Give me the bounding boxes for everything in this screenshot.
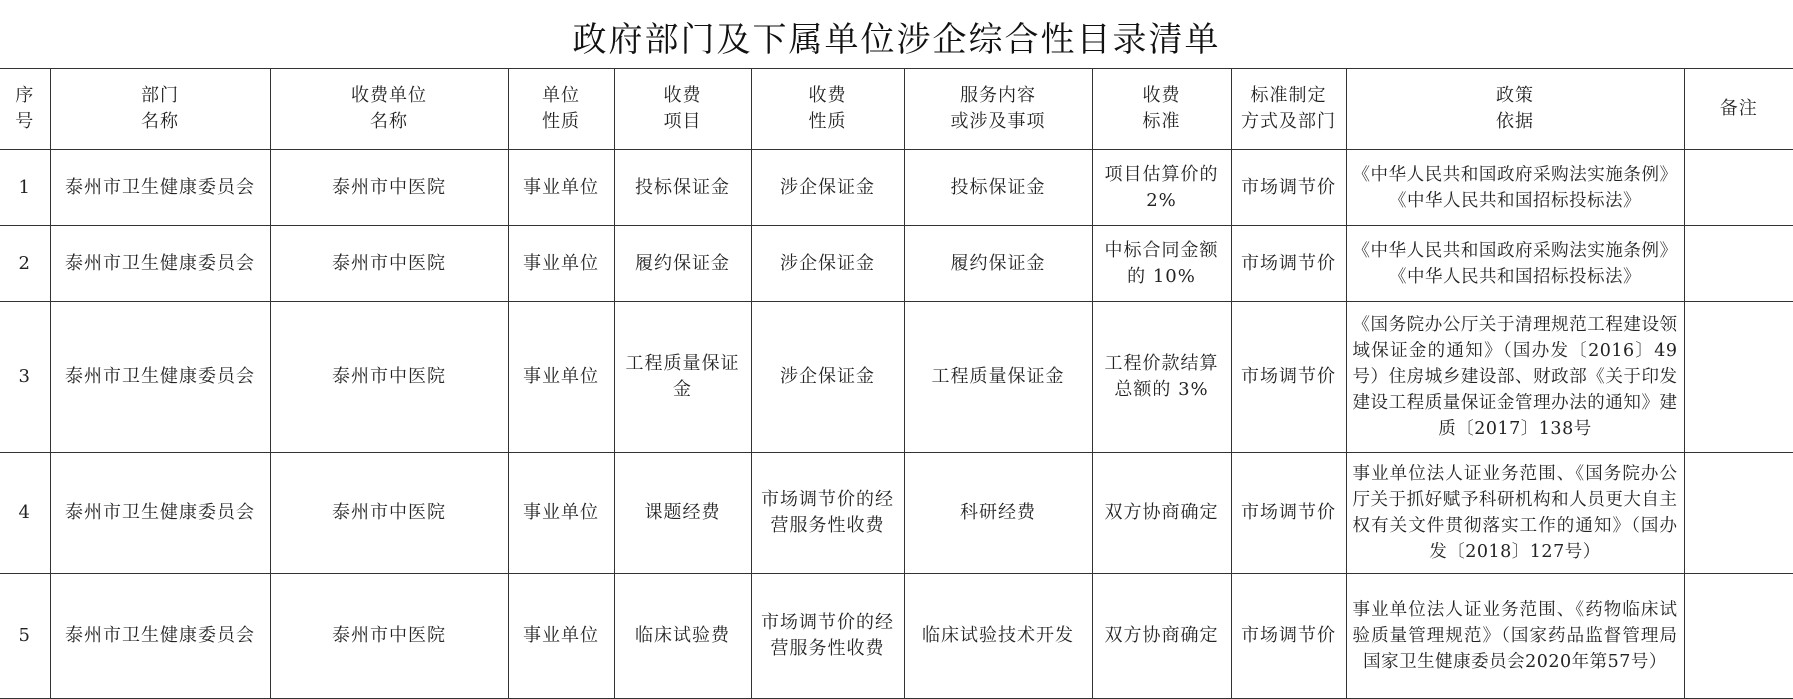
cell-remark — [1684, 302, 1793, 453]
cell-method: 市场调节价 — [1231, 150, 1346, 226]
cell-remark — [1684, 150, 1793, 226]
cell-item: 履约保证金 — [614, 226, 751, 302]
table-row — [0, 226, 1793, 302]
cell-policy: 《国务院办公厅关于清理规范工程建设领域保证金的通知》（国办发〔2016〕49号）住房城乡建设部、财政部《关于印发建设工程质量保证金管理办法的通知》建质〔2017〕138号 — [1346, 302, 1684, 453]
cell-service: 履约保证金 — [904, 226, 1092, 302]
cell-seq: 5 — [0, 574, 50, 699]
cell-policy: 事业单位法人证业务范围、《国务院办公厅关于抓好赋予科研机构和人员更大自主权有关文件贯彻落实工作的通知》（国办发〔2018〕127号） — [1346, 453, 1684, 574]
cell-unit: 泰州市中医院 — [270, 150, 508, 226]
page-title: 政府部门及下属单位涉企综合性目录清单 — [572, 20, 1221, 60]
cell-dept: 泰州市卫生健康委员会 — [50, 226, 270, 302]
header-remark: 备注 — [1684, 69, 1793, 150]
cell-item: 临床试验费 — [614, 574, 751, 699]
cell-seq: 4 — [0, 453, 50, 574]
table-row — [0, 453, 1793, 574]
cell-fee-type: 市场调节价的经营服务性收费 — [751, 574, 904, 699]
cell-seq: 3 — [0, 302, 50, 453]
cell-service: 临床试验技术开发 — [904, 574, 1092, 699]
cell-service: 工程质量保证金 — [904, 302, 1092, 453]
cell-standard: 工程价款结算总额的 3% — [1092, 302, 1231, 453]
cell-fee-type: 涉企保证金 — [751, 226, 904, 302]
header-item: 收费 项目 — [614, 69, 751, 150]
cell-policy: 《中华人民共和国政府采购法实施条例》《中华人民共和国招标投标法》 — [1346, 150, 1684, 226]
cell-service: 科研经费 — [904, 453, 1092, 574]
cell-item: 工程质量保证金 — [614, 302, 751, 453]
cell-seq: 2 — [0, 226, 50, 302]
cell-item: 投标保证金 — [614, 150, 751, 226]
cell-dept: 泰州市卫生健康委员会 — [50, 302, 270, 453]
cell-seq: 1 — [0, 150, 50, 226]
fee-catalog-table — [0, 68, 1793, 699]
cell-dept: 泰州市卫生健康委员会 — [50, 150, 270, 226]
header-seq: 序 号 — [0, 69, 50, 150]
cell-unit: 泰州市中医院 — [270, 302, 508, 453]
cell-standard: 项目估算价的 2% — [1092, 150, 1231, 226]
cell-dept: 泰州市卫生健康委员会 — [50, 574, 270, 699]
cell-policy: 《中华人民共和国政府采购法实施条例》《中华人民共和国招标投标法》 — [1346, 226, 1684, 302]
header-dept: 部门 名称 — [50, 69, 270, 150]
cell-fee-type: 市场调节价的经营服务性收费 — [751, 453, 904, 574]
cell-nature: 事业单位 — [508, 453, 614, 574]
cell-standard: 双方协商确定 — [1092, 574, 1231, 699]
cell-fee-type: 涉企保证金 — [751, 150, 904, 226]
cell-dept: 泰州市卫生健康委员会 — [50, 453, 270, 574]
cell-remark — [1684, 453, 1793, 574]
header-fee-type: 收费 性质 — [751, 69, 904, 150]
table-row — [0, 150, 1793, 226]
cell-service: 投标保证金 — [904, 150, 1092, 226]
header-unit: 收费单位 名称 — [270, 69, 508, 150]
cell-method: 市场调节价 — [1231, 453, 1346, 574]
cell-nature: 事业单位 — [508, 150, 614, 226]
table-header-row — [0, 69, 1793, 150]
cell-method: 市场调节价 — [1231, 574, 1346, 699]
cell-remark — [1684, 226, 1793, 302]
cell-method: 市场调节价 — [1231, 302, 1346, 453]
cell-item: 课题经费 — [614, 453, 751, 574]
cell-policy: 事业单位法人证业务范围、《药物临床试验质量管理规范》（国家药品监督管理局国家卫生健康委员会2020年第57号） — [1346, 574, 1684, 699]
cell-standard: 双方协商确定 — [1092, 453, 1231, 574]
header-nature: 单位 性质 — [508, 69, 614, 150]
cell-nature: 事业单位 — [508, 226, 614, 302]
cell-nature: 事业单位 — [508, 302, 614, 453]
cell-nature: 事业单位 — [508, 574, 614, 699]
cell-unit: 泰州市中医院 — [270, 453, 508, 574]
header-policy: 政策 依据 — [1346, 69, 1684, 150]
table-row — [0, 302, 1793, 453]
header-method: 标准制定 方式及部门 — [1231, 69, 1346, 150]
cell-fee-type: 涉企保证金 — [751, 302, 904, 453]
table-row — [0, 574, 1793, 699]
cell-standard: 中标合同金额的 10% — [1092, 226, 1231, 302]
cell-unit: 泰州市中医院 — [270, 574, 508, 699]
header-standard: 收费 标准 — [1092, 69, 1231, 150]
cell-unit: 泰州市中医院 — [270, 226, 508, 302]
cell-remark — [1684, 574, 1793, 699]
cell-method: 市场调节价 — [1231, 226, 1346, 302]
header-service: 服务内容 或涉及事项 — [904, 69, 1092, 150]
